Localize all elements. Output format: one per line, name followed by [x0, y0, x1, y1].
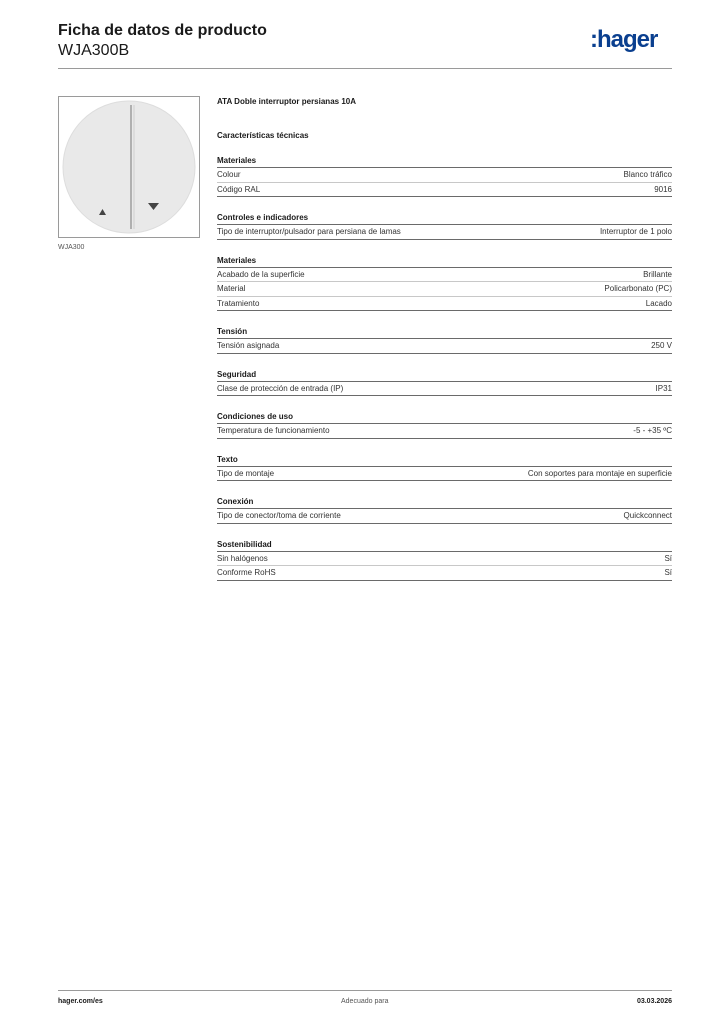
page-footer [58, 998, 672, 1010]
section-title: Texto [217, 454, 672, 467]
spec-label: Tratamiento [217, 298, 260, 308]
section-title: Condiciones de uso [217, 411, 672, 424]
spec-label: Tensión asignada [217, 341, 280, 350]
section-title: Controles e indicadores [217, 212, 672, 225]
spec-value: Interruptor de 1 polo [599, 227, 672, 236]
section-title: Tensión [217, 326, 672, 339]
spec-label: Colour [217, 170, 241, 179]
spec-row [217, 225, 672, 240]
spec-row [217, 424, 672, 439]
svg-text::hager: :hager [590, 26, 658, 53]
hager-logo [590, 26, 672, 54]
spec-label: Tipo de conector/toma de corriente [217, 511, 341, 520]
spec-section [217, 155, 672, 197]
section-title: Materiales [217, 155, 672, 168]
spec-value: Lacado [645, 298, 672, 308]
page-header [58, 20, 672, 68]
spec-content [217, 96, 672, 581]
specs-heading: Características técnicas [217, 131, 309, 140]
spec-row [217, 552, 672, 567]
spec-label: Clase de protección de entrada (IP) [217, 383, 344, 393]
spec-label: Material [217, 284, 246, 293]
spec-label: Tipo de montaje [217, 468, 275, 478]
spec-label: Temperatura de funcionamiento [217, 426, 330, 435]
spec-value: Brillante [643, 269, 672, 279]
footer-center-text: Adecuado para [341, 998, 389, 1005]
spec-value: 9016 [654, 184, 672, 194]
spec-section [217, 411, 672, 439]
section-title: Seguridad [217, 369, 672, 382]
product-image [58, 96, 200, 238]
spec-value: -5 - +35 ºC [633, 426, 672, 435]
spec-section [217, 255, 672, 312]
image-caption: WJA300 [58, 244, 85, 251]
section-title: Sostenibilidad [217, 539, 672, 552]
spec-label: Acabado de la superficie [217, 269, 305, 279]
spec-section [217, 326, 672, 354]
spec-row [217, 509, 672, 524]
product-code: WJA300B [58, 42, 130, 59]
page-title: Ficha de datos de producto [58, 22, 267, 39]
footer-divider [58, 990, 672, 991]
footer-website[interactable]: hager.com/es [58, 998, 103, 1005]
spec-value: Quickconnect [623, 511, 672, 520]
spec-value: Con soportes para montaje en superficie [527, 468, 672, 478]
spec-section [217, 496, 672, 524]
spec-value: Policarbonato (PC) [604, 284, 672, 293]
spec-value: IP31 [655, 383, 672, 393]
spec-value: 250 V [651, 341, 672, 350]
spec-value: Sí [664, 568, 672, 577]
spec-section [217, 369, 672, 397]
spec-label: Tipo de interruptor/pulsador para persiana de lamas [217, 227, 401, 236]
section-title: Materiales [217, 255, 672, 268]
spec-row [217, 268, 672, 283]
spec-label: Código RAL [217, 184, 261, 194]
spec-row [217, 168, 672, 183]
spec-section [217, 212, 672, 240]
spec-row [217, 183, 672, 198]
footer-date: 03.03.2026 [636, 998, 672, 1005]
spec-value: Sí [664, 553, 672, 563]
spec-section [217, 539, 672, 581]
spec-row [217, 382, 672, 397]
spec-label: Sin halógenos [217, 553, 268, 563]
spec-sections [217, 155, 672, 581]
section-title: Conexión [217, 496, 672, 509]
spec-row [217, 339, 672, 354]
header-divider [58, 68, 672, 69]
spec-row [217, 297, 672, 312]
spec-row [217, 467, 672, 482]
spec-row [217, 282, 672, 297]
spec-value: Blanco tráfico [623, 170, 672, 179]
spec-label: Conforme RoHS [217, 568, 276, 577]
spec-section [217, 454, 672, 482]
product-name: ATA Doble interruptor persianas 10A [217, 97, 356, 106]
spec-row [217, 566, 672, 581]
